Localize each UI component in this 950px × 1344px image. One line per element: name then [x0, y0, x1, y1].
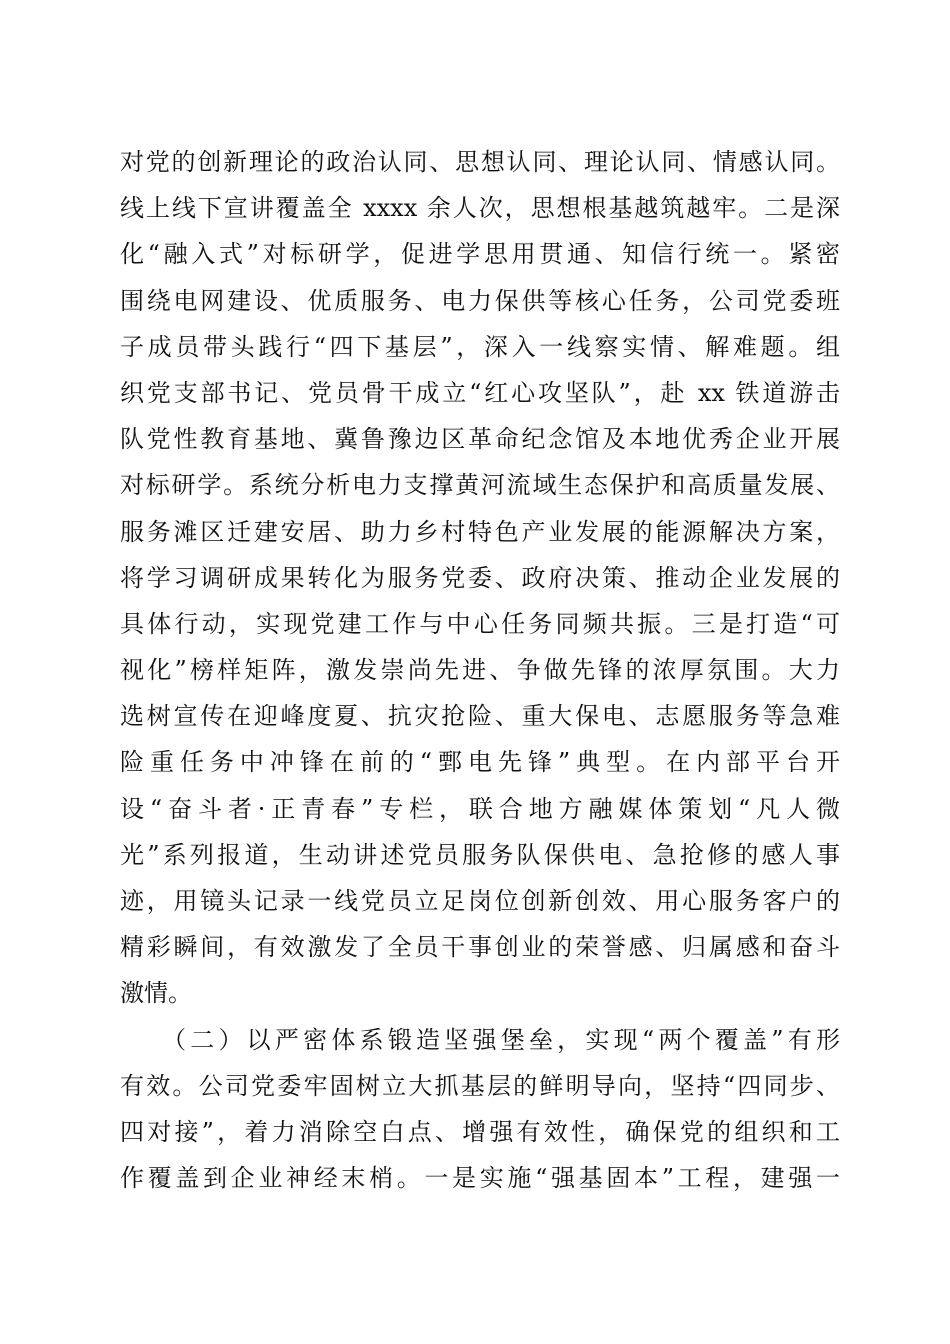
text-line: 对标研学。系统分析电力支撑黄河流域生态保护和高质量发展、	[120, 471, 840, 500]
section-heading-line: （二）以严密体系锻造坚强堡垒，实现“两个覆盖”有形	[162, 1025, 840, 1054]
text-line: 子成员带头践行“四下基层”，深入一线察实情、解难题。组	[120, 332, 840, 361]
text-line: 精彩瞬间，有效激发了全员干事创业的荣誉感、归属感和奋斗	[120, 933, 840, 962]
text-line: 迹，用镜头记录一线党员立足岗位创新创效、用心服务客户的	[120, 887, 840, 915]
text-line: 设“奋斗者·正青春”专栏，联合地方融媒体策划“凡人微	[120, 794, 840, 823]
text-line: 具体行动，实现党建工作与中心任务同频共振。三是打造“可	[120, 609, 840, 638]
text-line: 激情。	[120, 979, 192, 1008]
text-line: 光”系列报道，生动讲述党员服务队保供电、急抢修的感人事	[120, 840, 840, 869]
text-line: 线上线下宣讲覆盖全 xxxx 余人次，思想根基越筑越牢。二是深	[120, 194, 840, 223]
text-line: 队党性教育基地、冀鲁豫边区革命纪念馆及本地优秀企业开展	[120, 425, 840, 454]
text-line: 化“融入式”对标研学，促进学思用贯通、知信行统一。紧密	[120, 240, 840, 269]
text-line: 有效。公司党委牢固树立大抓基层的鲜明导向，坚持“四同步、	[120, 1071, 840, 1100]
text-line: 选树宣传在迎峰度夏、抗灾抢险、重大保电、志愿服务等急难	[120, 702, 840, 731]
text-line: 对党的创新理论的政治认同、思想认同、理论认同、情感认同。	[120, 148, 840, 176]
text-line: 险重任务中冲锋在前的“鄄电先锋”典型。在内部平台开	[120, 748, 840, 777]
text-line: 将学习调研成果转化为服务党委、政府决策、推动企业发展的	[120, 563, 840, 592]
text-line: 四对接”，着力消除空白点、增强有效性，确保党的组织和工	[120, 1117, 840, 1146]
text-line: 围绕电网建设、优质服务、电力保供等核心任务，公司党委班	[120, 286, 840, 315]
text-line: 服务滩区迁建安居、助力乡村特色产业发展的能源解决方案，	[120, 517, 840, 546]
text-line: 织党支部书记、党员骨干成立“红心攻坚队”，赴 xx 铁道游击	[120, 378, 840, 407]
text-line: 作覆盖到企业神经末梢。一是实施“强基固本”工程，建强一	[120, 1164, 840, 1193]
body-text	[120, 139, 840, 1201]
text-line: 视化”榜样矩阵，激发崇尚先进、争做先锋的浓厚氛围。大力	[120, 656, 840, 685]
